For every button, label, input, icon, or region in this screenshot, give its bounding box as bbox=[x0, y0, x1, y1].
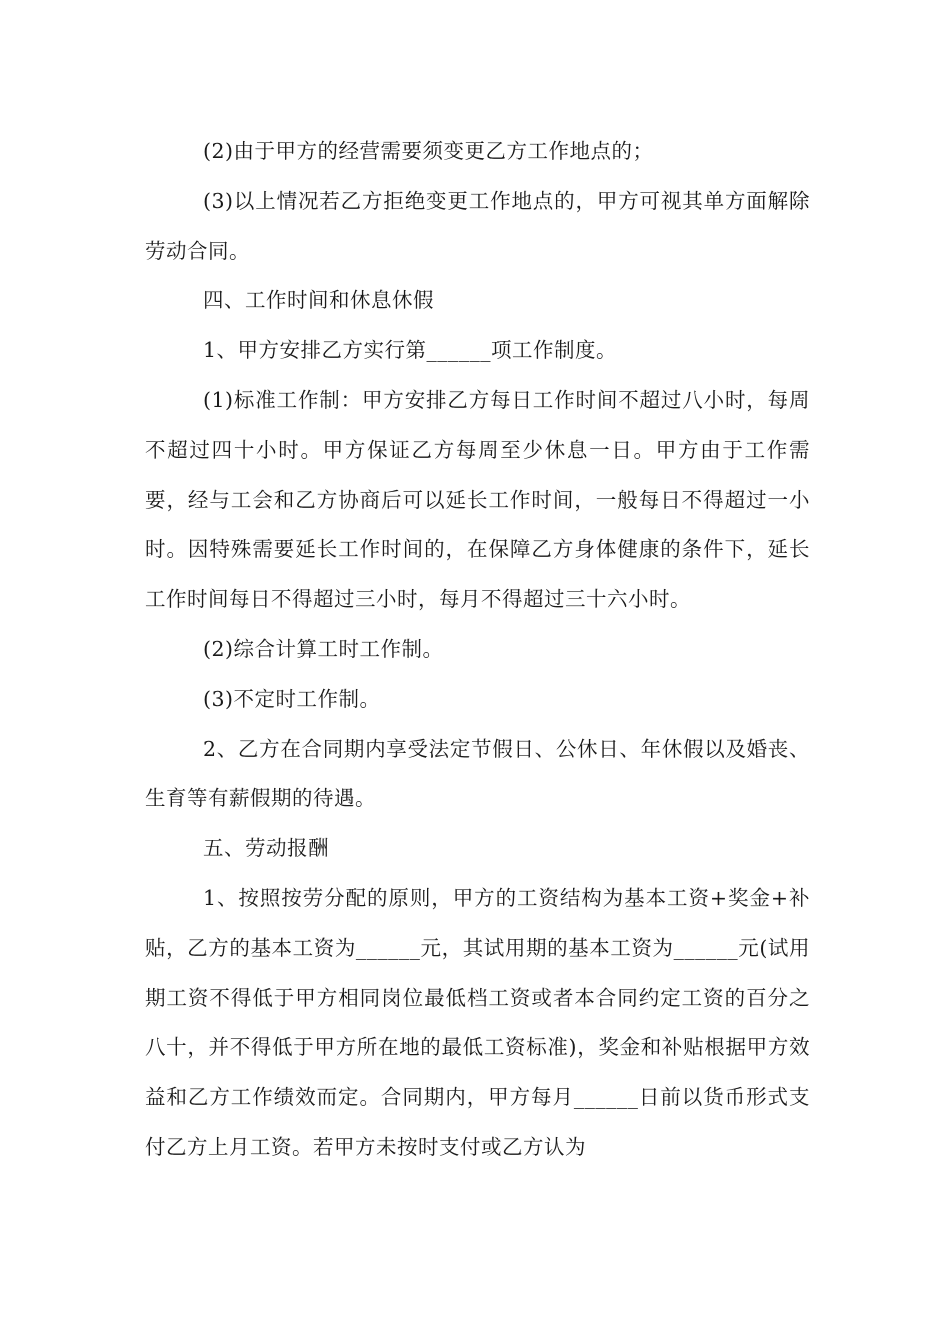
section-heading-4: 四、工作时间和休息休假 bbox=[203, 288, 434, 313]
clause-4-1-1: (1)标准工作制：甲方安排乙方每日工作时间不超过八小时，每周不超过四十小时。甲方保证乙方每周至少休息一日。甲方由于工作需要，经与工会和乙方协商后可以延长工作时间，一般每日不得超过一小时。因特殊需要延长工作时间的，在保障乙方身体健康的条件下，延长工作时间每日不得超过三小时，每月不得超过三十六小时。 bbox=[145, 387, 810, 612]
clause-2-2: (2)由于甲方的经营需要须变更乙方工作地点的； bbox=[203, 139, 654, 163]
document-body bbox=[145, 127, 810, 1173]
clause-4-1-2: (2)综合计算工时工作制。 bbox=[203, 636, 444, 661]
clause-5-1: 1、按照按劳分配的原则，甲方的工资结构为基本工资+奖金+补贴，乙方的基本工资为______元，其试用期的基本工资为______元(试用期工资不得低于甲方相同岗位最低档工资或者本合同约定工资的百分之八十，并不得低于甲方所在地的最低工资标准)，奖金和补贴根据甲方效益和乙方工作绩效而定。合同期内，甲方每月______日前以货币形式支付乙方上月工资。若甲方未按时支付或乙方认为 bbox=[145, 885, 810, 1159]
clause-4-1: 1、甲方安排乙方实行第______项工作制度。 bbox=[203, 338, 618, 363]
clause-2-3: (3)以上情况若乙方拒绝变更工作地点的，甲方可视其单方面解除劳动合同。 bbox=[145, 188, 810, 263]
section-heading-5: 五、劳动报酬 bbox=[203, 836, 329, 861]
clause-4-2: 2、乙方在合同期内享受法定节假日、公休日、年休假以及婚丧、生育等有薪假期的待遇。 bbox=[145, 736, 810, 811]
clause-4-1-3: (3)不定时工作制。 bbox=[203, 686, 381, 711]
